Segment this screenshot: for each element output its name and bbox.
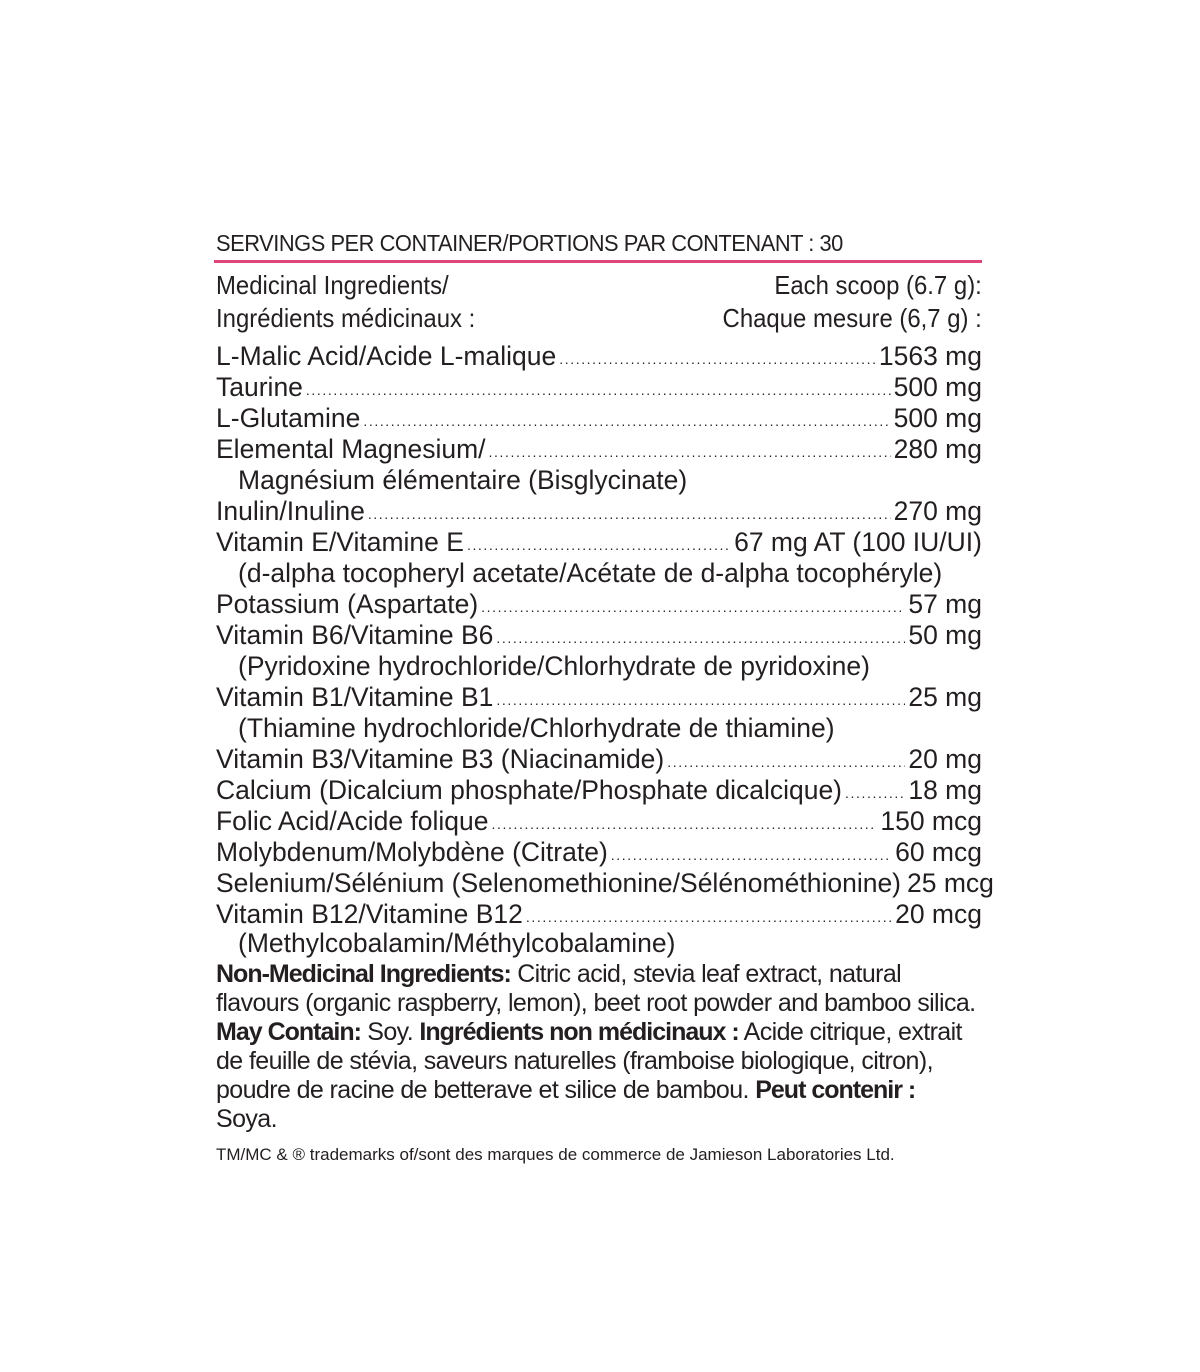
- ingredients-header: [216, 269, 982, 335]
- ingredient-amount: 150 mcg: [880, 806, 982, 836]
- non-medicinal-text-en: Citric acid, stevia leaf extract, natural flavours (organic raspberry, lemon), beet root powder and bamboo silica.: [216, 960, 976, 1017]
- ingredient-source-note: Magnésium élémentaire (Bisglycinate): [238, 465, 688, 495]
- ingredient-amount: 20 mg: [908, 744, 982, 774]
- ingredient-name: Potassium (Aspartate): [216, 589, 479, 619]
- dot-leader: [611, 840, 892, 871]
- dot-leader: [667, 747, 905, 778]
- ingredient-name: Taurine: [216, 372, 303, 402]
- ingredient-source-note: (d-alpha tocopheryl acetate/Acétate de d-alpha tocophéryle): [238, 558, 943, 588]
- ingredient-amount: 50 mg: [908, 620, 982, 650]
- ingredient-row: [216, 372, 982, 403]
- ingredient-row: [216, 744, 982, 775]
- ingredient-source-note: (Methylcobalamin/Méthylcobalamine): [238, 928, 676, 958]
- supplement-facts-panel: [216, 228, 994, 1166]
- non-medicinal-ingredients: [216, 960, 982, 1134]
- ingredient-amount: 57 mg: [908, 589, 982, 619]
- ingredient-row: [216, 403, 982, 434]
- dot-leader: [467, 530, 731, 561]
- non-medicinal-text-fr: Acide citrique, extrait de feuille de stévia, saveurs naturelles (framboise biologique, citron), poudre de racine de betterave et silice de bambou.: [216, 1018, 962, 1104]
- dot-leader: [368, 499, 891, 530]
- dot-leader: [559, 344, 876, 375]
- ingredient-source-note: (Pyridoxine hydrochloride/Chlorhydrate de pyridoxine): [238, 651, 870, 681]
- header-right-line-1: Each scoop (6.7 g):: [774, 270, 982, 300]
- ingredient-name: Vitamin B1/Vitamine B1: [216, 682, 494, 712]
- ingredient-name: Selenium/Sélénium (Selenomethionine/Sélénométhionine): [216, 868, 902, 898]
- ingredient-row: [216, 620, 982, 651]
- dot-leader: [363, 406, 890, 437]
- ingredient-row: [216, 868, 994, 899]
- ingredient-row: [216, 775, 982, 806]
- ingredient-name: Inulin/Inuline: [216, 496, 365, 526]
- ingredient-name: Molybdenum/Molybdène (Citrate): [216, 837, 608, 867]
- header-left-line-1: Medicinal Ingredients/: [216, 270, 449, 300]
- ingredient-source-note: (Thiamine hydrochloride/Chlorhydrate de thiamine): [238, 713, 835, 743]
- may-contain-text: Soy.: [360, 1018, 420, 1046]
- ingredient-name: Vitamin B12/Vitamine B12: [216, 899, 523, 929]
- ingredients-header-right: [723, 269, 982, 335]
- ingredient-name: Vitamin E/Vitamine E: [216, 527, 464, 557]
- ingredient-amount: 270 mg: [893, 496, 982, 526]
- ingredient-amount: 20 mcg: [895, 899, 982, 929]
- ingredient-name: Calcium (Dicalcium phosphate/Phosphate dicalcique): [216, 775, 843, 805]
- header-divider: [214, 260, 982, 263]
- ingredient-name: L-Malic Acid/Acide L-malique: [216, 341, 557, 371]
- non-medicinal-label-en: Non-Medicinal Ingredients:: [216, 960, 511, 988]
- ingredient-name: Elemental Magnesium/: [216, 434, 486, 464]
- ingredient-amount: 18 mg: [908, 775, 982, 805]
- peut-contenir-label: Peut contenir :: [755, 1076, 916, 1104]
- non-medicinal-label-fr: Ingrédients non médicinaux :: [419, 1018, 739, 1046]
- dot-leader: [845, 778, 905, 809]
- ingredient-row: [216, 589, 982, 620]
- ingredient-row: [216, 806, 982, 837]
- dot-leader: [496, 623, 905, 654]
- ingredient-name: L-Glutamine: [216, 403, 361, 433]
- ingredient-amount: 500 mg: [893, 372, 982, 402]
- ingredient-name: Vitamin B3/Vitamine B3 (Niacinamide): [216, 744, 665, 774]
- ingredient-amount: 280 mg: [893, 434, 982, 464]
- dot-leader: [481, 592, 905, 623]
- header-left-line-2: Ingrédients médicinaux :: [216, 303, 476, 333]
- ingredient-amount: 25 mcg: [907, 868, 994, 898]
- trademark-notice: TM/MC & ® trademarks of/sont des marques de commerce de Jamieson Laboratories Ltd.: [216, 1145, 895, 1164]
- peut-contenir-text: Soya.: [216, 1105, 277, 1133]
- ingredient-list: [216, 341, 994, 958]
- ingredient-amount: 25 mg: [908, 682, 982, 712]
- ingredients-header-left: [216, 269, 475, 335]
- ingredient-amount: 67 mg AT (100 IU/UI): [734, 527, 982, 557]
- header-right-line-2: Chaque mesure (6,7 g) :: [722, 303, 982, 333]
- dot-leader: [492, 809, 878, 840]
- ingredient-amount: 500 mg: [893, 403, 982, 433]
- dot-leader: [496, 685, 905, 716]
- ingredient-row: [216, 434, 982, 465]
- servings-per-container: SERVINGS PER CONTAINER/PORTIONS PAR CONTENANT : 30: [216, 230, 843, 256]
- dot-leader: [526, 902, 892, 933]
- dot-leader: [489, 437, 891, 468]
- may-contain-label: May Contain:: [216, 1018, 361, 1046]
- ingredient-name: Vitamin B6/Vitamine B6: [216, 620, 494, 650]
- dot-leader: [306, 375, 891, 406]
- ingredient-row: [216, 682, 982, 713]
- ingredient-row: [216, 496, 982, 527]
- ingredient-amount: 1563 mg: [878, 341, 982, 371]
- ingredient-row: [216, 527, 982, 558]
- ingredient-row: [216, 341, 982, 372]
- ingredient-row: [216, 899, 982, 930]
- ingredient-row: [216, 837, 982, 868]
- ingredient-amount: 60 mcg: [895, 837, 982, 867]
- ingredient-name: Folic Acid/Acide folique: [216, 806, 489, 836]
